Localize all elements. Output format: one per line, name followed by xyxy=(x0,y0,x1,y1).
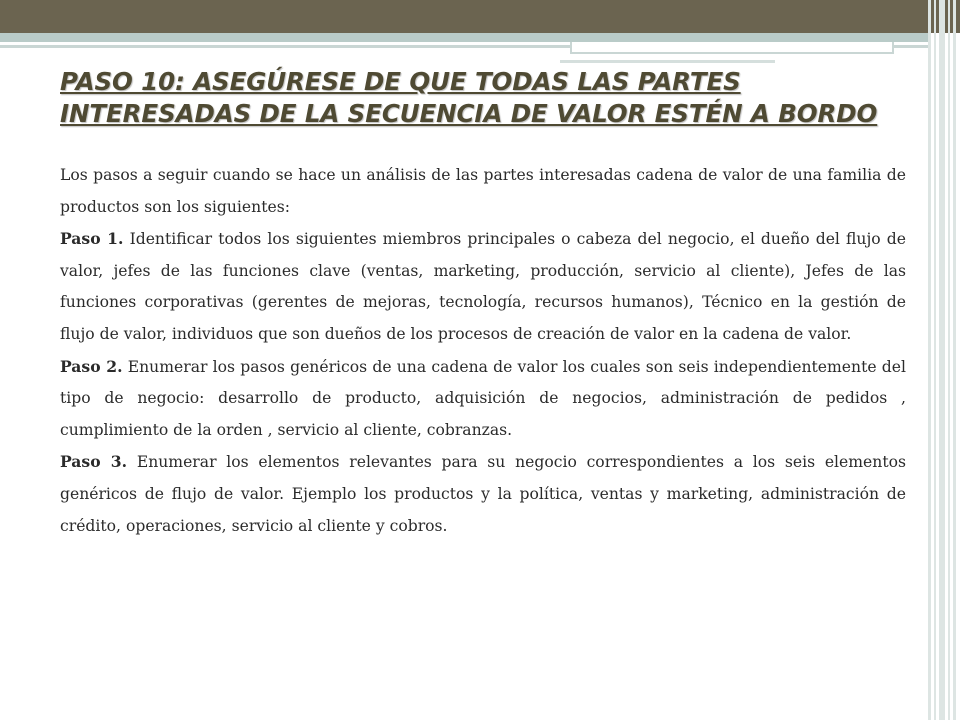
step-paragraph xyxy=(60,223,906,350)
header-bar xyxy=(0,0,960,33)
intro-paragraph: Los pasos a seguir cuando se hace un análisis de las partes interesadas cadena de valor de una familia de productos son los siguientes: xyxy=(60,166,906,216)
slide-body xyxy=(60,160,906,542)
header-band xyxy=(0,33,930,42)
right-edge-stripes xyxy=(924,0,960,720)
step-paragraph xyxy=(60,351,906,447)
step-label: Paso 2. xyxy=(60,356,123,376)
step-text: Identificar todos los siguientes miembros principales o cabeza del negocio, el dueño del flujo de valor, jefes de las funciones clave (ventas, marketing, producción, servicio al cliente), Jefes de las funciones corporativas (gerentes de mejoras, tecnología, recursos humanos), Técnico en la gestión de flujo de valor, individuos que son dueños de los procesos de creación de valor en la cadena de valor. xyxy=(60,230,906,343)
header-tab-decoration xyxy=(570,42,894,54)
step-label: Paso 3. xyxy=(60,452,128,472)
slide-title: PASO 10: ASEGÚRESE DE QUE TODAS LAS PARTES INTERESADAS DE LA SECUENCIA DE VALOR ESTÉN A BORDO xyxy=(60,67,878,128)
step-text: Enumerar los elementos relevantes para su negocio correspondientes a los seis elementos genéricos de flujo de valor. Ejemplo los productos y la política, ventas y marketing, administración de crédito, operaciones, servicio al cliente y cobros. xyxy=(60,453,906,535)
header-rule-short xyxy=(560,60,775,63)
step-label: Paso 1. xyxy=(60,229,124,249)
step-text: Enumerar los pasos genéricos de una cadena de valor los cuales son seis independientemente del tipo de negocio: desarrollo de producto, adquisición de negocios, administración de pedidos , cumplimiento de la orden , servicio al cliente, cobranzas. xyxy=(60,357,906,439)
step-paragraph xyxy=(60,446,906,542)
